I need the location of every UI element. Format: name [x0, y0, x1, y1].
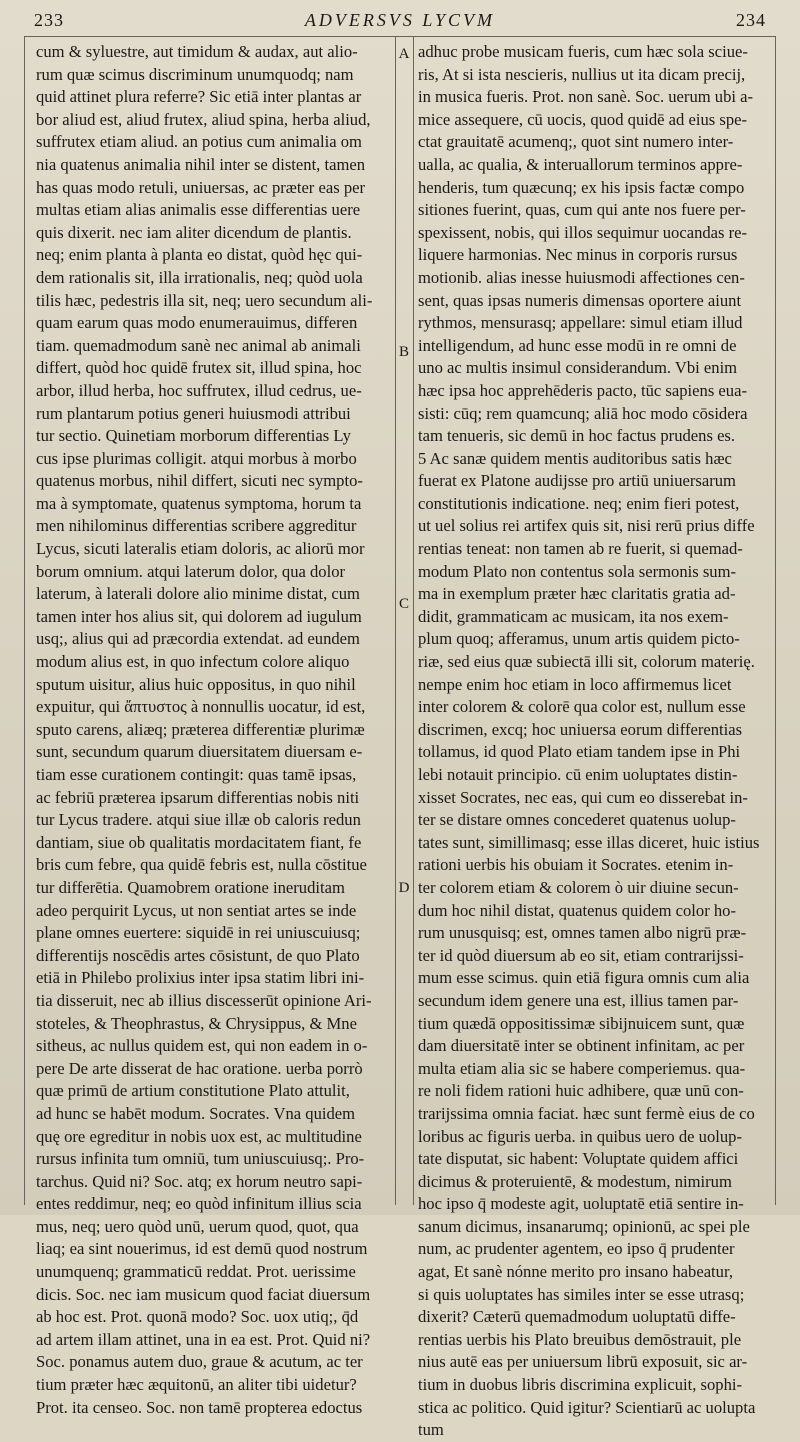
- text-line: dicimus & proteruientē, & modestum, nimirum: [418, 1171, 732, 1191]
- text-line: sitheus, ac nullus quidem est, qui non eadem in o-: [36, 1036, 368, 1056]
- text-line: borum omnium. atqui laterum dolor, qua dolor: [36, 561, 346, 581]
- text-line: discrimen, excq; hoc uniuersa eorum differentias: [418, 719, 743, 739]
- text-line: differentijs noscēdis artes cōsistunt, de quo Plato: [36, 945, 360, 965]
- text-line: motionib. alias inesse huiusmodi affectiones cen-: [418, 267, 745, 287]
- text-line: sputum uisitur, alius huic oppositus, in quo nihil: [36, 674, 356, 694]
- text-line: inter colorem & colorē qua color est, nullum esse: [418, 697, 746, 717]
- text-line: arbor, illud herba, hoc suffrutex, illud cedrus, ue-: [36, 380, 362, 400]
- text-line: tiam. quemadmodum sanè nec animal ab animali: [36, 335, 361, 355]
- text-line: ter colorem etiam & colorem ò uir diuine secun-: [418, 877, 739, 897]
- text-line: multa etiam alia sic se habere comperiemus. qua-: [418, 1058, 746, 1078]
- text-line: nempe enim hoc etiam in loco affirmemus licet: [418, 674, 732, 694]
- text-line: rentias uerbis his Plato breuibus demōstrauit, ple: [418, 1329, 742, 1349]
- text-line: tur sectio. Quinetiam morborum differentias Ly: [36, 426, 351, 446]
- left-border-rule: [24, 36, 25, 1205]
- text-line: constitutionis indicatione. neq; enim fieri potest,: [418, 493, 740, 513]
- text-line: plum quoq; afferamus, unum artis quidem picto-: [418, 629, 740, 649]
- text-line: pere De arte disserat de hac oratione. uerba porrò: [36, 1058, 363, 1078]
- margin-marker-c: C: [398, 596, 409, 612]
- text-line: ualla, ac qualia, & interuallorum terminos appre-: [418, 154, 743, 174]
- gutter-rule-right: [413, 36, 414, 1205]
- text-line: tates sunt, simillimasq; esse illas diceret, huic istius: [418, 832, 760, 852]
- text-line: tamen inter hos alius sit, qui dolorem ad iugulum: [36, 606, 362, 626]
- margin-marker-b: B: [398, 344, 409, 360]
- text-line: quam earum quas modo enumerauimus, differen: [36, 313, 358, 333]
- text-line: 5 Ac sanæ quidem mentis auditoribus satis hæc: [418, 448, 732, 468]
- margin-marker-d: D: [398, 880, 410, 896]
- text-line: quæ primū de artium constitutione Plato attulit,: [36, 1081, 350, 1101]
- text-line: rentias teneat: non tamen ab re fuerit, si quemad-: [418, 539, 743, 559]
- text-line: bris cum febre, qua quidē febris est, nulla cōstitue: [36, 855, 367, 875]
- text-line: has quas modo retuli, uniuersas, ac præter eas per: [36, 177, 366, 197]
- text-line: quid attinet plura referre? Sic etiā inter plantas ar: [36, 87, 362, 107]
- text-line: sunt, secundum quarum diuersitatem diuersam e-: [36, 742, 363, 762]
- text-line: stica ac politico. Quid igitur? Scientiarū ac uolupta: [418, 1397, 756, 1417]
- text-line: sent, quas ipsas numeris dimensas oportere aiunt: [418, 290, 742, 310]
- text-line: rationi uerbis his obuiam it Socrates. etenim in-: [418, 855, 734, 875]
- text-line: stoteles, & Theophrastus, & Chrysippus, & Mne: [36, 1013, 357, 1033]
- text-line: unumquenq; grammaticū reddat. Prot. uerissime: [36, 1262, 356, 1282]
- text-line: dum hoc nihil distat, quatenus quidem color ho-: [418, 900, 736, 920]
- text-line: tia disseruit, nec ab illius discesserūt opinione Ari-: [36, 990, 372, 1010]
- text-line: dicis. Soc. nec iam musicum quod faciat diuersum: [36, 1284, 371, 1304]
- text-line: ad artem illam attinet, una in ea est. Prot. Quid ni?: [36, 1329, 371, 1349]
- text-line: rursus infinita tum omniū, tum uniuscuiusq;. Pro-: [36, 1149, 365, 1169]
- text-line: cus ipse plurimas colligit. atqui morbus à morbo: [36, 448, 357, 468]
- text-line: si quis uoluptates has similes inter se esse utrasq;: [418, 1284, 745, 1304]
- text-line: dantiam, siue ob qualitatis mordacitatem fiant, fe: [36, 832, 362, 852]
- text-line: adhuc probe musicam fueris, cum hæc sola sciue-: [418, 42, 748, 61]
- text-line: didit, grammaticam ac musicam, ita nos exem-: [418, 606, 729, 626]
- text-line: sputo carens, aliæq; præterea differentiæ plurimæ: [36, 719, 365, 739]
- text-line: adeo perquirit Lycus, ut non sentiat artes se inde: [36, 900, 357, 920]
- text-line: multas etiam alias animalis esse differentias uere: [36, 200, 361, 220]
- text-line: tum: [418, 1420, 444, 1440]
- text-line: tarchus. Quid ni? Soc. atq; ex horum neutro sapi-: [36, 1171, 363, 1191]
- text-line: liquere harmonias. Nec minus in corporis rursus: [418, 245, 738, 265]
- text-line: hæc ipsa hoc apprehēderis pacto, tūc sapiens eua-: [418, 380, 747, 400]
- text-line: cum & syluestre, aut timidum & audax, aut alio-: [36, 42, 358, 61]
- text-line: tur Lycus tradere. atqui siue illæ ob caloris redun: [36, 810, 361, 830]
- text-line: Prot. ita censeo. Soc. non tamē propterea edoctus: [36, 1397, 363, 1417]
- text-line: suffrutex etiam aliud. an potius cum animalia om: [36, 132, 362, 152]
- text-line: nia quatenus animalia nihil inter se distent, tamen: [36, 154, 366, 174]
- text-line: uno ac multis insimul considerandum. Vbi enim: [418, 358, 738, 378]
- text-line: entes reddimur, neq; eo quòd infinitum illius scia: [36, 1194, 362, 1214]
- text-line: spexissent, nobis, qui illos sequimur uocandas re-: [418, 222, 748, 242]
- text-line: tium in duobus libris discrimina explicuit, sophi-: [418, 1375, 743, 1395]
- text-line: tium præter hæc æquitonū, an aliter tibi uidetur?: [36, 1375, 357, 1395]
- text-line: differt, quòd hoc quidē frutex sit, illud spina, hoc: [36, 358, 362, 378]
- right-border-rule: [775, 36, 776, 1205]
- text-line: ter se distare omnes concederet quatenus uolup-: [418, 810, 736, 830]
- text-line: hoc ipso q̄ modeste agit, uoluptatē etiā sentire in-: [418, 1194, 744, 1214]
- text-line: neq; enim planta à planta eo distat, quòd hęc qui-: [36, 245, 363, 265]
- text-line: sisti: cūq; rem quamcunq; aliā hoc modo cōsidera: [418, 403, 748, 423]
- text-line: men nihilominus differentias scribere aggreditur: [36, 516, 357, 536]
- text-line: ad hunc se habēt modum. Socrates. Vna quidem: [36, 1103, 356, 1123]
- text-line: ut uel solius rei artifex quis sit, nisi rerū prius diffe: [418, 516, 755, 536]
- text-line: loribus ac figuris uerba. in quibus uero de uolup-: [418, 1126, 742, 1146]
- text-line: liaq; ea sint nouerimus, id est demū quod nostrum: [36, 1239, 368, 1259]
- text-line: ab hoc est. Prot. quonā modo? Soc. uox utiq;, q̄d: [36, 1307, 359, 1327]
- text-line: riæ, sed eius quæ subiectā illi sit, colorum materię.: [418, 652, 755, 672]
- left-text-column: [36, 41, 392, 1419]
- running-title: ADVERSVS LYCVM: [304, 10, 496, 30]
- text-line: fuerat ex Platone audijsse pro artiū uniuersarum: [418, 471, 736, 491]
- text-line: mum esse scimus. quin etiā figura omnis cum alia: [418, 968, 750, 988]
- text-line: tur differētia. Quamobrem oratione ineruditam: [36, 877, 345, 897]
- text-line: quę ore egreditur in nobis uox est, ac multitudine: [36, 1126, 362, 1146]
- gutter-rule-left: [395, 36, 396, 1205]
- right-page-number: 234: [736, 10, 766, 30]
- text-line: tam tenueris, sic demū in hoc factus prudens es.: [418, 426, 736, 446]
- text-line: rum plantarum potius generi huiusmodi attribui: [36, 403, 351, 423]
- text-line: trarijssima omnia faciat. hæc sunt fermè eius de co: [418, 1103, 755, 1123]
- text-line: Soc. ponamus autem duo, graue & acutum, ac ter: [36, 1352, 363, 1372]
- text-line: bor aliud est, aliud frutex, aliud spina, herba aliud,: [36, 109, 371, 129]
- text-line: ma à symptomate, quatenus symptoma, horum ta: [36, 493, 362, 513]
- text-line: intelligendum, ad hunc esse modū in re omni de: [418, 335, 737, 355]
- text-line: ctat grauitatē acumenq;, quot sint numero inter-: [418, 132, 734, 152]
- text-line: sitiones fuerint, quas, cum qui ante nos fuere per-: [418, 200, 746, 220]
- text-line: ma in exemplum præter hæc claritatis gratia ad-: [418, 584, 736, 604]
- text-line: plane omnes euertere: siquidē in rei uniuscuiusq;: [36, 923, 361, 943]
- text-line: sanum dicimus, insanarumq; opinionū, ac spei ple: [418, 1216, 750, 1236]
- text-line: agat, Et sanè nónne merito pro insano habeatur,: [418, 1262, 733, 1282]
- text-line: mice assequere, cū uocis, quod quidē ad eius spe-: [418, 109, 748, 129]
- text-line: modum alius est, in quo infectum colore aliquo: [36, 652, 350, 672]
- text-line: tium quædā oppositissimæ sibijnuicem sunt, quæ: [418, 1013, 745, 1033]
- text-line: expuitur, qui ἄπτυστος à nonnullis uocatur, id est,: [36, 697, 366, 717]
- text-line: rum quæ scimus discriminum unumquodq; nam: [36, 64, 354, 84]
- text-line: rythmos, mensurasq; appellare: simul etiam illud: [418, 313, 743, 333]
- text-line: ris, At si ista nescieris, nullius ut ita dicam precij,: [418, 64, 746, 84]
- text-line: tollamus, id quod Plato etiam tandem ipse in Phi: [418, 742, 741, 762]
- text-line: xisset Socrates, nec eas, qui cum eo disserebat in-: [418, 787, 748, 807]
- text-line: tiam esse curationem contingit: quas tamē ipsas,: [36, 765, 357, 784]
- text-line: lebi notauit principio. cū enim uoluptates distin-: [418, 765, 738, 784]
- text-line: modum Plato non contentus sola sermonis sum-: [418, 561, 737, 581]
- text-line: secundum idem genere una est, illius tamen par-: [418, 990, 739, 1010]
- text-line: dem rationalis sit, illa irrationalis, neq; quòd uola: [36, 267, 363, 287]
- text-line: mus, neq; uero quòd unū, uerum quod, quot, qua: [36, 1216, 359, 1236]
- text-line: rum unusquisq; est, omnes tamen albo nigrū præ-: [418, 923, 747, 943]
- text-line: quis dixerit. nec iam aliter dicendum de plantis.: [36, 222, 352, 242]
- text-line: nius autē eas per uniuersum librū exposuit, sic ar-: [418, 1352, 748, 1372]
- text-line: laterum, à laterali dolore alio minime distat, cum: [36, 584, 360, 604]
- text-line: tilis hæc, pedestris illa sit, neq; uero secundum ali-: [36, 290, 373, 310]
- margin-marker-a: A: [398, 46, 410, 62]
- text-line: henderis, tum quæcunq; ex his ipsis factæ compo: [418, 177, 745, 197]
- text-line: re noli fidem rationi huic adhibere, quæ unū con-: [418, 1081, 744, 1101]
- text-line: Lycus, sicuti lateralis etiam doloris, ac aliorū mor: [36, 539, 365, 559]
- page-header: [0, 4, 800, 38]
- right-text-column: [418, 41, 770, 1442]
- header-rule: [24, 36, 776, 37]
- text-line: ac febriū præterea ipsarum differentias nobis niti: [36, 787, 360, 807]
- left-page-number: 233: [34, 10, 64, 30]
- text-line: tate disputat, sic habent: Voluptate quidem affici: [418, 1149, 739, 1169]
- text-line: num, ac prudenter agentem, eo ipso q̄ prudenter: [418, 1239, 735, 1259]
- text-line: in musica fueris. Prot. non sanè. Soc. uerum ubi a-: [418, 87, 754, 107]
- text-line: ter id quòd diuersum ab eo sit, etiam contrarijssi-: [418, 945, 744, 965]
- text-line: usq;, alius qui ad præcordia extendat. ad eundem: [36, 629, 360, 649]
- text-line: quatenus morbus, nihil differt, sicuti nec sympto-: [36, 471, 363, 491]
- text-line: etiā in Philebo prolixius inter ipsa statim libri ini-: [36, 968, 365, 988]
- text-line: dixerit? Cæterū quemadmodum uoluptatū diffe-: [418, 1307, 736, 1327]
- text-line: dam diuersitatē inter se obtinent infinitam, ac per: [418, 1036, 745, 1056]
